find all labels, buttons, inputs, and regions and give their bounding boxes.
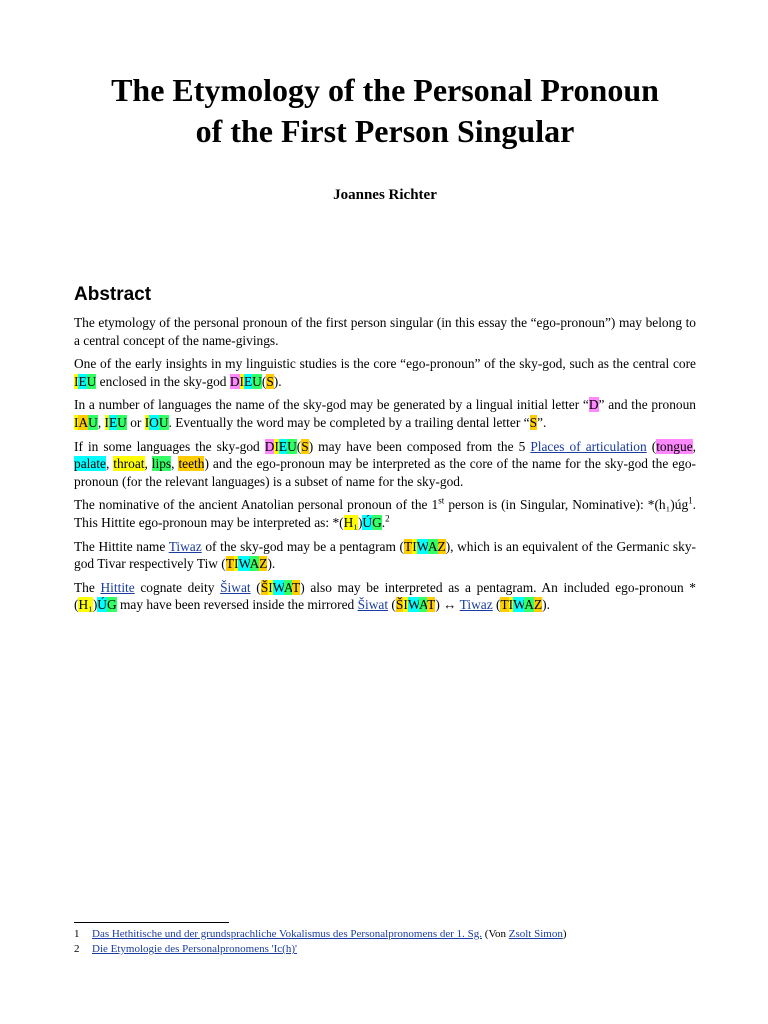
- hl-iau: IAU: [74, 414, 98, 430]
- paragraph-4: If in some languages the sky-god DIEU(S) may have been composed from the 5 Places of articulation (tongue, palate, throat, lips, teeth) and the ego-pronoun may be interpreted as the core of the name for the sky-god the ego-pronoun (for the relevant languages) is a subset of name for the sky-god.: [74, 438, 697, 489]
- tiwaz-link[interactable]: Tiwaz: [168, 538, 202, 554]
- paragraph-7: The Hittite cognate deity Šiwat (ŠIWAT) also may be interpreted as a pentagram. An included ego-pronoun *(H₁)ÚG may have been reversed inside the mirrored Šiwat (ŠIWAT) ↔ Tiwaz (TIWAZ).: [74, 579, 696, 613]
- author-name: Joannes Richter: [333, 187, 437, 203]
- footnote-2-link[interactable]: Die Etymologie des Personalpronomens 'Ic(h)': [92, 943, 297, 955]
- hl-ieu: IEU: [74, 373, 97, 389]
- paragraph-1: The etymology of the personal pronoun of the first person singular (in this essay the “ego-pronoun”) may belong to a central concept of the name-givings.: [74, 315, 696, 348]
- hl-ieu-2: IEU: [104, 414, 127, 430]
- siwat-link[interactable]: Šiwat: [220, 579, 251, 595]
- hl-dieus: DIEU(S).: [229, 373, 282, 389]
- hl-tiwaz-2: TIWAZ: [225, 556, 268, 572]
- hl-dieus-2: DIEU(S): [264, 438, 314, 454]
- hl-tiwaz: TIWAZ: [404, 538, 446, 554]
- section-heading-abstract: Abstract: [74, 284, 152, 305]
- hittite-link[interactable]: Hittite: [100, 579, 135, 595]
- abstract-body: [74, 314, 696, 620]
- footnote-1-author-link[interactable]: Zsolt Simon: [508, 928, 563, 940]
- tiwaz-link-2[interactable]: Tiwaz: [459, 597, 493, 613]
- footnote-ref-2[interactable]: 2: [385, 513, 390, 524]
- paragraph-2: One of the early insights in my linguistic studies is the core “ego-pronoun” of the sky-god, such as the central core IEU enclosed in the sky-god DIEU(S).: [74, 356, 696, 389]
- siwat-link-2[interactable]: Šiwat: [357, 597, 389, 613]
- places-of-articulation-link[interactable]: Places of articulation: [530, 438, 647, 454]
- hl-tiwaz-3: TIWAZ: [500, 597, 543, 613]
- paragraph-6: The Hittite name Tiwaz of the sky-god may be a pentagram (TIWAZ), which is an equivalent of the Germanic sky-god Tivar respectively Tiw (TIWAZ).: [74, 538, 696, 572]
- paragraph-3: In a number of languages the name of the sky-god may be generated by a lingual initial letter “D” and the pronoun IAU, IEU or IOU. Eventually the word may be completed by a trailing dental letter “S”.: [74, 397, 696, 430]
- hl-iou: IOU: [144, 414, 169, 430]
- document-title: The Etymology of the Personal Pronoun of the First Person Singular: [111, 72, 659, 149]
- footnote-1-link[interactable]: Das Hethitische und der grundsprachliche Vokalismus des Personalpronomens der 1. Sg.: [92, 928, 483, 940]
- footnote-2: 2 Die Etymologie des Personalpronomens 'Ic(h)': [74, 943, 297, 955]
- hl-siwat-2: ŠIWAT: [395, 597, 436, 613]
- paragraph-5: The nominative of the ancient Anatolian personal pronoun of the 1st person is (in Singular, Nominative): $*(h_1)úg^1$. This Hittite ego-pronoun may be interpreted as: *(H₁)ÚG.$^2$: [74, 495, 697, 530]
- footnote-ref-1[interactable]: 1: [688, 495, 693, 506]
- hl-siwat: ŠIWAT: [260, 579, 301, 595]
- footnote-separator: [74, 922, 229, 923]
- footnote-1: 1 Das Hethitische und der grundsprachliche Vokalismus des Personalpronomens der 1. Sg. (Von Zsolt Simon): [74, 928, 567, 940]
